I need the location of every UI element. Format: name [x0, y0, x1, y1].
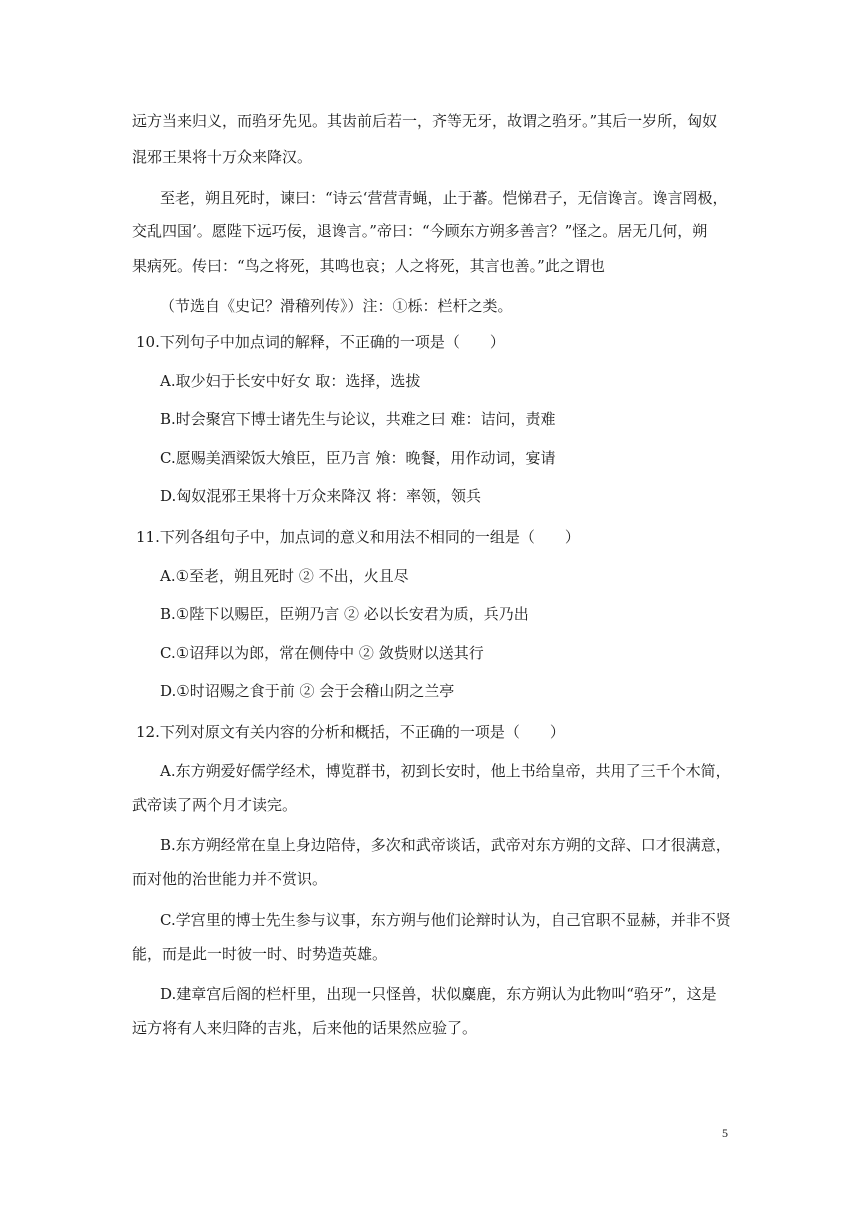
- question-12-option-b: B.东方朔经常在皇上身边陪侍，多次和武帝谈话，武帝对东方朔的文辞、口才很满意，: [160, 836, 731, 854]
- question-12-option-d-cont: 远方将有人来归降的吉兆，后来他的话果然应验了。: [132, 1019, 478, 1037]
- passage-line: 至老，朔且死时，谏曰：“诗云‘营营青蝇，止于蕃。恺悌君子，无信谗言。谗言罔极，: [160, 189, 728, 207]
- question-12-option-b-cont: 而对他的治世能力并不赏识。: [132, 870, 328, 888]
- question-10-option-b: B.时会聚宫下博士诸先生与论议，共难之曰 难：诘问，责难: [160, 410, 556, 428]
- question-12-option-c: C.学宫里的博士先生参与议事，东方朔与他们论辩时认为，自己官职不显赫，并非不贤: [160, 911, 731, 929]
- page-number: 5: [722, 1126, 728, 1140]
- question-10-option-d: D.匈奴混邪王果将十万众来降汉 将：率领，领兵: [160, 487, 482, 505]
- passage-line: 交乱四国’。愿陛下远巧佞，退谗言。”帝曰：“今顾东方朔多善言？”怪之。居无几何，朔: [132, 222, 708, 240]
- question-11-option-d: D.①时诏赐之食于前 ② 会于会稽山阴之兰亭: [160, 682, 455, 700]
- passage-line: 混邪王果将十万众来降汉。: [132, 148, 313, 166]
- question-12-option-a: A.东方朔爱好儒学经术，博览群书，初到长安时，他上书给皇帝，共用了三千个木简，: [160, 762, 731, 780]
- question-10-option-c: C.愿赐美酒梁饭大飧臣，臣乃言 飧：晚餐，用作动词，宴请: [160, 449, 556, 467]
- source-note: （节选自《史记？滑稽列传》）注：①栎：栏杆之类。: [160, 297, 513, 315]
- passage-line: 远方当来归义，而驺牙先见。其齿前后若一，齐等无牙，故谓之驺牙。”其后一岁所，匈奴: [132, 112, 718, 130]
- question-11-option-c: C.①诏拜以为郎，常在侧侍中 ② 敛赀财以送其行: [160, 644, 484, 662]
- question-10-option-a: A.取少妇于长安中好女 取：选择，选拔: [160, 372, 421, 390]
- passage-line: 果病死。传曰：“鸟之将死，其鸣也哀；人之将死，其言也善。”此之谓也: [132, 257, 605, 275]
- question-12-option-c-cont: 能，而是此一时彼一时、时势造英雄。: [132, 945, 388, 963]
- question-11-option-b: B.①陛下以赐臣，臣朔乃言 ② 必以长安君为质，兵乃出: [160, 605, 529, 623]
- question-12-option-d: D.建章宫后阁的栏杆里，出现一只怪兽，状似麋鹿，东方朔认为此物叫“驺牙”，这是: [160, 985, 717, 1003]
- question-11-option-a: A.①至老，朔且死时 ② 不出，火且尽: [160, 567, 409, 585]
- question-11-stem: 11.下列各组句子中，加点词的意义和用法不相同的一组是（ ）: [136, 528, 580, 546]
- question-10-stem: 10.下列句子中加点词的解释，不正确的一项是（ ）: [136, 333, 505, 351]
- question-12-stem: 12.下列对原文有关内容的分析和概括，不正确的一项是（ ）: [136, 723, 565, 741]
- question-12-option-a-cont: 武帝读了两个月才读完。: [132, 796, 298, 814]
